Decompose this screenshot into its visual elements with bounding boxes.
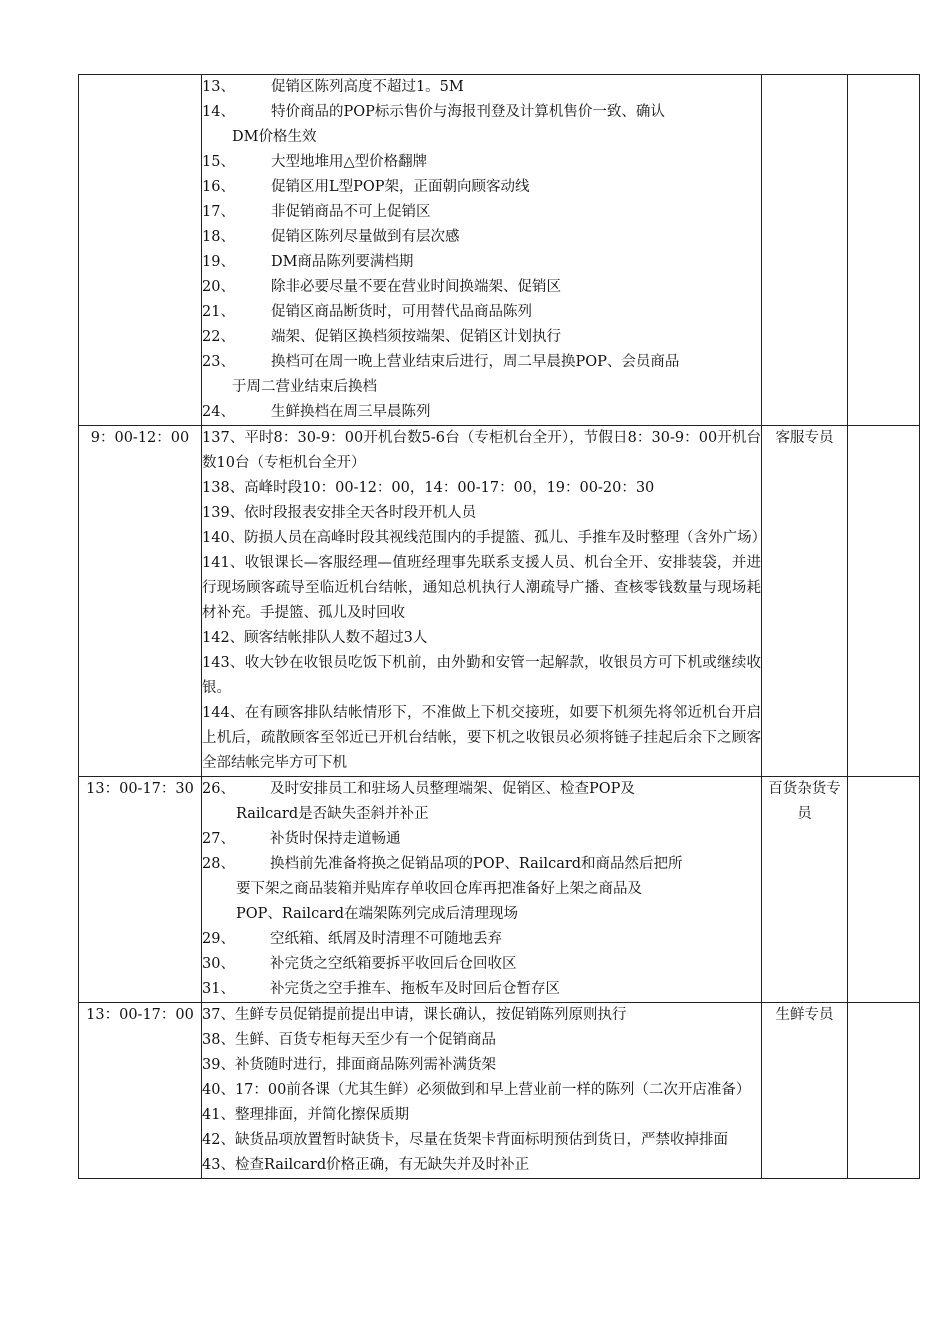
time-cell (79, 75, 202, 426)
table-row (79, 1003, 920, 1179)
table-row (79, 75, 920, 426)
task-cell (202, 777, 762, 1003)
list-item: 37、生鲜专员促销提前提出申请，课长确认，按促销陈列原则执行 (202, 1007, 627, 1023)
table-row (79, 426, 920, 777)
list-item: 143、收大钞在收银员吃饭下机前，由外勤和安管一起解款，收银员方可下机或继续收银。 (202, 655, 761, 696)
list-item: 23、 换档可在周一晚上营业结束后进行，周二早晨换POP、会员商品 (202, 354, 680, 370)
list-item: 22、 端架、促销区换档须按端架、促销区计划执行 (202, 329, 561, 345)
task-cell (202, 426, 767, 777)
list-item: 138、高峰时段10：00-12：00，14：00-17：00，19：00-20：30 (202, 480, 655, 496)
list-item: 16、 促销区用L型POP架，正面朝向顾客动线 (202, 179, 530, 195)
note-cell (848, 426, 920, 777)
list-item: 21、 促销区商品断货时，可用替代品商品陈列 (202, 304, 532, 320)
list-item-continuation: POP、Railcard在端架陈列完成后清理现场 (236, 906, 519, 922)
note-cell (848, 75, 920, 426)
task-cell (202, 75, 762, 426)
list-item-continuation: Railcard是否缺失歪斜并补正 (236, 806, 429, 822)
list-item: 15、 大型地堆用△型价格翻牌 (202, 154, 428, 170)
list-item: 26、 及时安排员工和驻场人员整理端架、促销区、检查POP及 (202, 781, 635, 797)
time-cell: 9：00-12：00 (79, 426, 202, 777)
list-item: 144、在有顾客排队结帐情形下，不准做上下机交接班，如要下机须先将邻近机台开启上机后，疏散顾客至邻近已开机台结帐，要下机之收银员必须将链子挂起后余下之顾客全部结帐完毕方可下机 (202, 705, 761, 771)
list-item: 17、 非促销商品不可上促销区 (202, 204, 431, 220)
role-cell: 生鲜专员 (762, 1003, 848, 1179)
list-item: 14、 特价商品的POP标示售价与海报刊登及计算机售价一致、确认 (202, 104, 665, 120)
list-item: 137、平时8：30-9：00开机台数5-6台（专柜机台全开），节假日8：30-9：00开机台数10台（专柜机台全开） (202, 430, 761, 471)
time-cell: 13：00-17：00 (79, 1003, 202, 1179)
list-item: 140、防损人员在高峰时段其视线范围内的手提篮、孤儿、手推车及时整理（含外广场） (202, 530, 767, 546)
list-item: 19、 DM商品陈列要满档期 (202, 254, 414, 270)
list-item: 27、 补货时保持走道畅通 (202, 831, 401, 847)
list-item-continuation: 于周二营业结束后换档 (232, 379, 377, 395)
role-cell: 客服专员 (762, 426, 848, 777)
role-cell: 百货杂货专员 (762, 777, 848, 1003)
list-item: 29、 空纸箱、纸屑及时清理不可随地丢弃 (202, 931, 502, 947)
list-item: 20、 除非必要尽量不要在营业时间换端架、促销区 (202, 279, 561, 295)
note-cell (848, 1003, 920, 1179)
list-item: 139、依时段报表安排全天各时段开机人员 (202, 505, 477, 521)
list-item: 43、检查Railcard价格正确，有无缺失并及时补正 (202, 1157, 530, 1173)
schedule-table (78, 74, 920, 1179)
list-item: 42、缺货品项放置暂时缺货卡，尽量在货架卡背面标明预估到货日，严禁收掉排面 (202, 1132, 728, 1148)
list-item: 41、整理排面，并简化擦保质期 (202, 1107, 409, 1123)
list-item-continuation: DM价格生效 (232, 129, 317, 145)
table-row (79, 777, 920, 1003)
list-item: 31、 补完货之空手推车、拖板车及时回后仓暂存区 (202, 981, 560, 997)
list-item: 18、 促销区陈列尽量做到有层次感 (202, 229, 460, 245)
list-item: 141、收银课长—客服经理—值班经理事先联系支援人员、机台全开、安排装袋，并进行现场顾客疏导至临近机台结帐，通知总机执行人潮疏导广播、查核零钱数量与现场耗材补充。手提篮、孤儿及时回收 (202, 555, 761, 621)
list-item: 40、17：00前各课（尤其生鲜）必须做到和早上营业前一样的陈列（二次开店准备） (202, 1082, 751, 1098)
task-cell (202, 1003, 762, 1179)
list-item-continuation: 要下架之商品装箱并贴库存单收回仓库再把准备好上架之商品及 (236, 881, 642, 897)
list-item: 39、补货随时进行，排面商品陈列需补满货架 (202, 1057, 496, 1073)
list-item: 30、 补完货之空纸箱要拆平收回后仓回收区 (202, 956, 517, 972)
note-cell (848, 777, 920, 1003)
list-item: 142、顾客结帐排队人数不超过3人 (202, 630, 428, 646)
role-cell (762, 75, 848, 426)
time-cell: 13：00-17：30 (79, 777, 202, 1003)
list-item: 13、 促销区陈列高度不超过1。5M (202, 79, 464, 95)
list-item: 28、 换档前先准备将换之促销品项的POP、Railcard和商品然后把所 (202, 856, 683, 872)
list-item: 24、 生鲜换档在周三早晨陈列 (202, 404, 431, 420)
list-item: 38、生鲜、百货专柜每天至少有一个促销商品 (202, 1032, 496, 1048)
